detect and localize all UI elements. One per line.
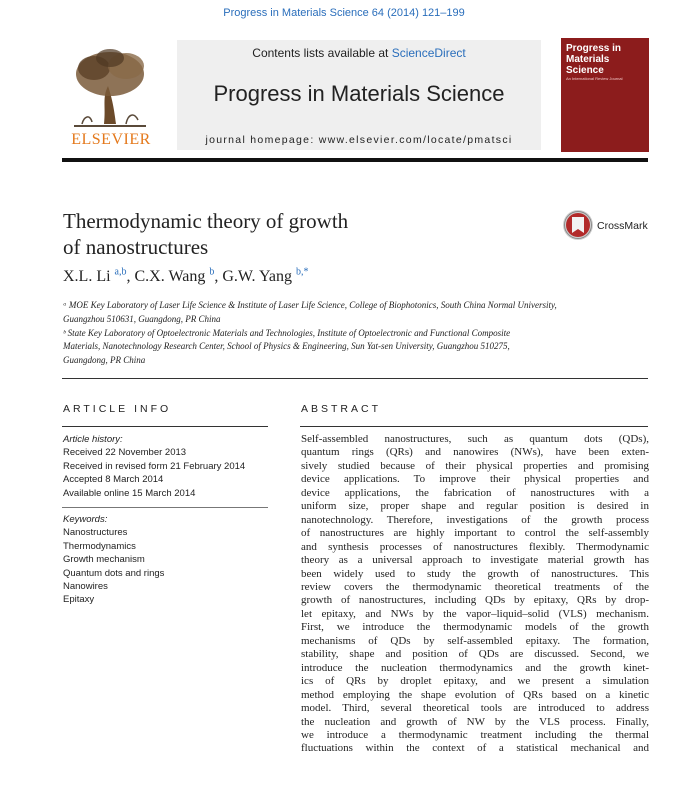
keyword: Nanowires (63, 581, 108, 593)
keyword: Epitaxy (63, 594, 95, 606)
sciencedirect-link[interactable]: ScienceDirect (391, 46, 466, 60)
journal-homepage[interactable]: journal homepage: www.elsevier.com/locate/pmatsci (205, 134, 513, 146)
abstract-line: stability, shape and position of QDs are discussed. Second, we (301, 648, 649, 661)
abstract-line: introduce the nucleation thermodynamics and the growth kinet- (301, 661, 649, 674)
journal-title: Progress in Materials Science (213, 81, 505, 106)
author-list: X.L. Li $^{a,b}$, C.X. Wang $^b$, G.W. Yang $^{b,*}$ (63, 266, 309, 285)
author-name: C.X. Wang (134, 268, 206, 285)
contents-prefix: Contents lists available at (252, 46, 392, 60)
abstract-rule (300, 426, 648, 427)
abstract-line: sively studied because of their physical properties and promising (301, 459, 649, 472)
history-item: Received 22 November 2013 (63, 447, 187, 459)
affiliation-line: Guangdong, PR China (63, 355, 146, 366)
abstract-line: theory as a universal approach to investigate material growth has (301, 554, 649, 567)
keyword: Thermodynamics (63, 540, 136, 552)
keyword: Nanostructures (63, 527, 128, 539)
abstract-line: and synthesis processes of nanostructures flexibly. Thermodynamic (301, 540, 649, 553)
affiliation-line: ᵇ State Key Laboratory of Optoelectronic Materials and Technologies, Institute of Optoelectronic and Functional Composite (63, 327, 511, 338)
header-divider (62, 158, 648, 162)
abstract-line: nanotechnology. Therefore, investigations of the growth process (301, 513, 649, 526)
article-title-line-1: Thermodynamic theory of growth (63, 209, 349, 233)
abstract-line: uniform size, proper shape and regular position is desired in (301, 500, 649, 513)
history-label: Article history: (63, 434, 123, 445)
article-info-heading: ARTICLE INFO (63, 403, 172, 415)
abstract-line: ics of QRs by droplet epitaxy, and we present a simulation (301, 675, 649, 688)
author-affiliation-marker[interactable]: b (209, 266, 215, 278)
author-affiliation-marker[interactable]: b,* (296, 266, 309, 278)
abstract-line: review covers the thermodynamic theoretical treatments of the (301, 580, 649, 593)
affiliations (63, 299, 653, 368)
author-affiliation-marker[interactable]: a,b (114, 266, 127, 278)
cover-title: Progress in Materials Science (566, 43, 622, 76)
abstract-text (301, 433, 649, 756)
article-info-rule (62, 426, 268, 427)
abstract-line: method employing the shape evolution of QRs based on a kinetic (301, 688, 649, 701)
abstract-line: let epitaxy, and NWs by the vapor–liquid–solid (VLS) mechanism. (301, 607, 649, 620)
author-name: X.L. Li (63, 268, 111, 285)
article-title-line-2: of nanostructures (63, 235, 209, 259)
abstract-line: been widely used to study the growth of nanostructures. This (301, 567, 649, 580)
section-divider (62, 378, 648, 379)
abstract-line: Self-assembled nanostructures, such as quantum dots (QDs), (301, 433, 649, 445)
abstract-line: of nanostructures are highly important to control the self-assembly (301, 527, 649, 540)
crossmark-label[interactable]: CrossMark (597, 220, 648, 232)
publisher-name: ELSEVIER (71, 131, 151, 148)
abstract-line: device applications, the fabrication of nanostructures with a (301, 486, 649, 499)
abstract-line: growth of nanostructures, including QDs by epitaxy, QRs by drop- (301, 594, 649, 607)
article-history (63, 433, 268, 500)
abstract-line: the nucleation and growth of NW by the VLS process. Finally, (301, 715, 649, 728)
abstract-line: model. Third, several theoretical tools are introduced to address (301, 702, 649, 715)
abstract-heading: ABSTRACT (301, 403, 382, 415)
keywords (63, 513, 268, 607)
history-item: Available online 15 March 2014 (63, 487, 196, 499)
cover-subtitle: An International Review Journal (566, 76, 623, 81)
keywords-rule (62, 507, 268, 508)
keyword: Quantum dots and rings (63, 567, 165, 579)
author-name: G.W. Yang (222, 268, 293, 285)
abstract-line: we introduce a thermodynamic treatment including the thermal (301, 728, 649, 741)
abstract-line: fluctuations within the context of a statistical mechanical and (301, 742, 649, 755)
affiliation-line: ᵃ MOE Key Laboratory of Laser Life Science & Institute of Laser Life Science, College of Biophotonics, South China Normal University, (63, 300, 557, 310)
abstract-line: quantum rings (QRs) and nanowires (NWs), have been exten- (301, 446, 649, 459)
abstract-line: mechanisms of QDs by self-assembled epitaxy. The formation, (301, 634, 649, 647)
history-item: Received in revised form 21 February 2014 (63, 460, 246, 472)
abstract-line: device applications. To improve their physical properties and (301, 473, 649, 486)
contents-line (177, 46, 541, 60)
abstract-line: First, we introduce the thermodynamic models of the growth (301, 621, 649, 634)
affiliation-line: Materials, Nanotechnology Research Center, School of Physics & Engineering, Sun Yat-sen University, Guangzhou 510275, (63, 341, 510, 352)
keywords-label: Keywords: (63, 514, 108, 525)
journal-citation[interactable]: Progress in Materials Science 64 (2014) 121–199 (223, 7, 465, 19)
article-title (63, 208, 483, 260)
history-item: Accepted 8 March 2014 (63, 474, 164, 486)
keyword: Growth mechanism (63, 554, 145, 566)
affiliation-line: Guangzhou 510631, Guangdong, PR China (63, 313, 221, 324)
